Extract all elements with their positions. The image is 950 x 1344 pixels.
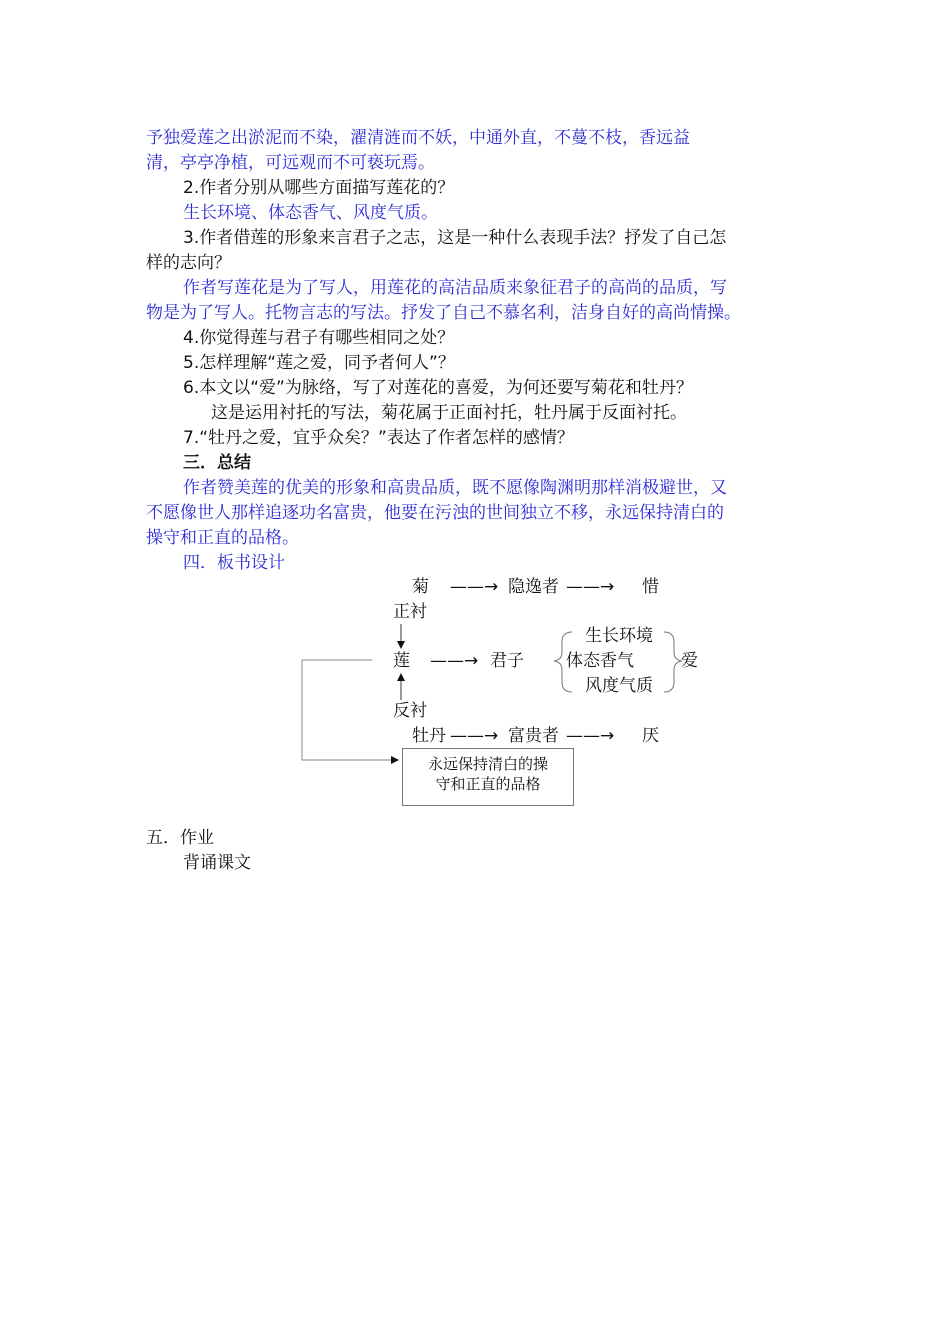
answer-2: 生长环境、体态香气、风度气质。 — [183, 203, 438, 223]
lian-label: 莲 — [393, 651, 410, 671]
lian-arrow: ——→ — [430, 651, 479, 671]
section-3-heading: 三．总结 — [183, 453, 251, 473]
mudan-label: 牡丹 — [412, 726, 446, 746]
section-4-heading: 四．板书设计 — [183, 553, 285, 573]
answer-3-line-2: 物是为了写人。托物言志的写法。抒发了自己不慕名利，洁身自好的高尚情操。 — [146, 303, 741, 323]
junzi-label: 君子 — [490, 651, 524, 671]
summary-line-3: 操守和正直的品格。 — [146, 528, 299, 548]
question-3-line-2: 样的志向？ — [146, 253, 231, 273]
yinyi-label: 隐逸者 — [508, 577, 559, 597]
trait-2: 体态香气 — [566, 651, 634, 671]
trait-1: 生长环境 — [585, 626, 653, 646]
loop-arrow-line — [302, 660, 398, 760]
summary-line-1: 作者赞美莲的优美的形象和高贵品质，既不愿像陶渊明那样消极避世，又 — [183, 478, 727, 498]
quote-line-1: 予独爱莲之出淤泥而不染，濯清涟而不妖，中通外直，不蔓不枝，香远益 — [146, 128, 690, 148]
conclusion-box — [402, 748, 574, 806]
homework-text: 背诵课文 — [183, 853, 251, 873]
question-3-line-1: 3.作者借莲的形象来言君子之志，这是一种什么表现手法？抒发了自己怎 — [183, 228, 727, 248]
question-6: 6.本文以“爱”为脉络，写了对莲花的喜爱，为何还要写菊花和牡丹？ — [183, 378, 693, 398]
answer-3-line-1: 作者写莲花是为了写人，用莲花的高洁品质来象征君子的高尚的品质，写 — [183, 278, 727, 298]
ju-label: 菊 — [412, 577, 429, 597]
mudan-arrow: ——→ — [450, 726, 499, 746]
answer-6: 这是运用衬托的写法，菊花属于正面衬托，牡丹属于反面衬托。 — [211, 403, 687, 423]
section-5-heading: 五．作业 — [146, 828, 214, 848]
conclusion-box-line-2: 守和正直的品格 — [435, 775, 541, 793]
trait-3: 风度气质 — [585, 676, 653, 696]
question-4: 4.你觉得莲与君子有哪些相同之处？ — [183, 328, 455, 348]
quote-line-2: 清，亭亭净植，可远观而不可亵玩焉。 — [146, 153, 435, 173]
conclusion-box-line-1: 永远保持清白的操 — [427, 755, 548, 773]
ju-arrow-2: ——→ — [566, 577, 615, 597]
right-brace — [664, 632, 682, 692]
question-5: 5.怎样理解“莲之爱，同予者何人”？ — [183, 353, 455, 373]
question-7: 7.“牡丹之爱，宜乎众矣？”表达了作者怎样的感情？ — [183, 428, 574, 448]
zhengchen-label: 正衬 — [393, 602, 427, 622]
ai-label: 爱 — [681, 651, 698, 671]
yan-label: 厌 — [642, 726, 659, 746]
mudan-arrow-2: ——→ — [566, 726, 615, 746]
fanchen-label: 反衬 — [393, 701, 427, 721]
xi-label: 惜 — [642, 577, 659, 597]
summary-line-2: 不愿像世人那样追逐功名富贵，他要在污浊的世间独立不移，永远保持清白的 — [146, 503, 724, 523]
question-2: 2.作者分别从哪些方面描写莲花的？ — [183, 178, 455, 198]
ju-arrow: ——→ — [450, 577, 499, 597]
fugui-label: 富贵者 — [508, 726, 559, 746]
